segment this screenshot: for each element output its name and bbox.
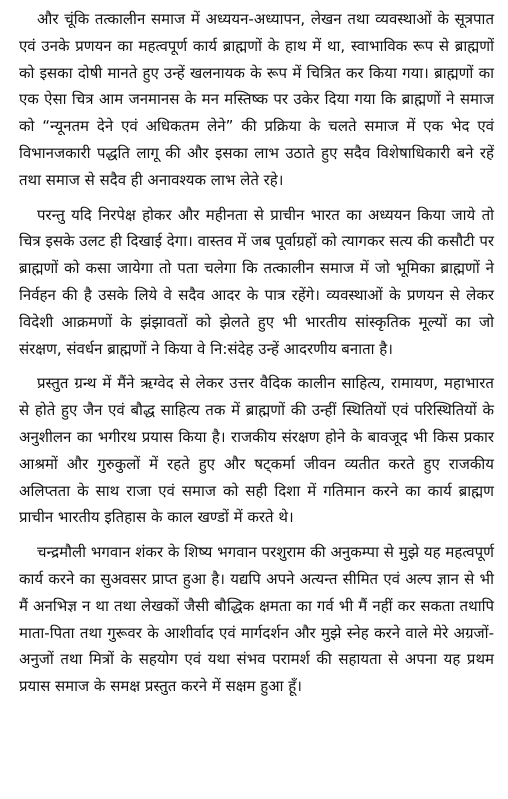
paragraph-1: और चूंकि तत्कालीन समाज में अध्ययन-अध्यापन, लेखन तथा व्यवस्थाओं के सूत्रपात एवं उनके प्रणयन का महत्वपूर्ण कार्य ब्राह्मणों के हाथ में था, स्वाभाविक रूप से ब्राह्मणों को इसका दोषी मानते हुए उन्हें खलनायक के रूप में चित्रित कर किया गया। ब्राह्मणों का एक ऐसा चित्र आम जनमानस के मन मस्तिष्क पर उकेर दिया गया कि ब्राह्मणों ने समाज को “न्यूनतम देने एवं अधिकतम लेने” की प्रक्रिया के चलते समाज में एक भेद एवं विभानजकारी पद्धति लागू की और इसका लाभ उठाते हुए सदैव विशेषाधिकारी बने रहें तथा समाज से सदैव ही अनावश्यक लाभ लेते रहे।: [19, 10, 494, 189]
paragraph-3: प्रस्तुत ग्रन्थ में मैंने ऋग्वेद से लेकर उत्तर वैदिक कालीन साहित्य, रामायण, महाभारत से होते हुए जैन एवं बौद्ध साहित्य तक में ब्राह्मणों की उन्हीं स्थितियों एवं परिस्थितियों के अनुशीलन का भगीरथ प्रयास किया है। राजकीय संरक्षण होने के बावजूद भी किस प्रकार आश्रमों और गुरुकुलों में रहते हुए और षट्कर्मा जीवन व्यतीत करते हुए राजकीय अलिप्तता के साथ राजा एवं समाज को सही दिशा में गतिमान करने का कार्य ब्राह्मण प्राचीन भारतीय इतिहास के काल खण्डों में करते थे।: [19, 374, 494, 527]
paragraph-2: परन्तु यदि निरपेक्ष होकर और महीनता से प्राचीन भारत का अध्ययन किया जाये तो चित्र इसके उलट ही दिखाई देगा। वास्तव में जब पूर्वाग्रहों को त्यागकर सत्य की कसौटी पर ब्राह्मणों को कसा जायेगा तो पता चलेगा कि तत्कालीन समाज में जो भूमिका ब्राह्मणों ने निर्वहन की है उसके लिये वे सदैव आदर के पात्र रहेंगे। व्यवस्थाओं के प्रणयन से लेकर विदेशी आक्रमणों के झंझावतों को झेलते हुए भी भारतीय सांस्कृतिक मूल्यों का जो संरक्षण, संवर्धन ब्राह्मणों ने किया वे नि:संदेह उन्हें आदरणीय बनाता है।: [19, 205, 494, 358]
paragraph-4: चन्द्रमौली भगवान शंकर के शिष्य भगवान परशुराम की अनुकम्पा से मुझे यह महत्वपूर्ण कार्य करने का सुअवसर प्राप्त हुआ है। यद्यपि अपने अत्यन्त सीमित एवं अल्प ज्ञान से भी मैं अनभिज्ञ न था तथा लेखकों जैसी बौद्धिक क्षमता का गर्व भी मैं नहीं कर सकता तथापि माता-पिता तथा गुरूवर के आशीर्वाद एवं मार्गदर्शन और मुझे स्नेह करने वाले मेरे अग्रजों-अनुजों तथा मित्रों के सहयोग एवं यथा संभव परामर्श की सहायता से अपना यह प्रथम प्रयास समाज के समक्ष प्रस्तुत करने में सक्षम हुआ हूँ।: [19, 543, 494, 696]
document-page: [19, 6, 494, 700]
